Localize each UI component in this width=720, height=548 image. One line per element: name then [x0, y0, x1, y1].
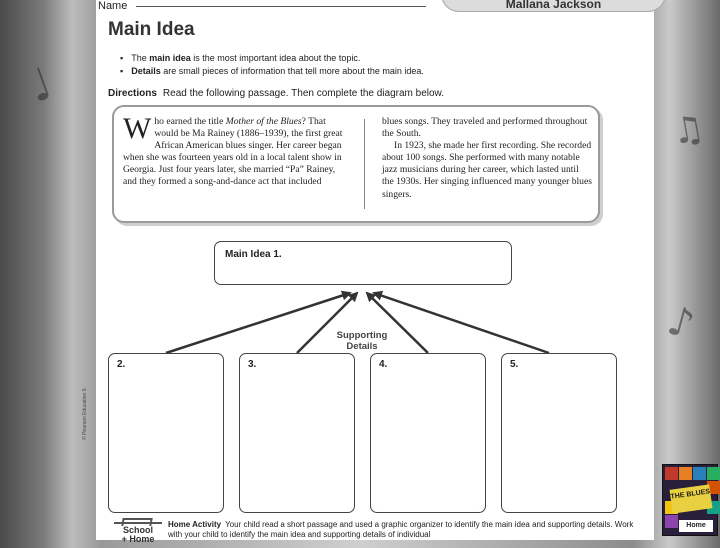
music-note-decoration: ♪ — [662, 297, 700, 349]
copyright-notice: © Pearson Education 5 — [82, 388, 88, 440]
arrow-2 — [166, 293, 350, 353]
student-name-tab: Mallana Jackson — [441, 0, 666, 12]
passage-right-column: blues songs. They traveled and performed throughout the South. In 1923, she made her first recording. She recorded about 100 songs. She performed with many notable jazz musicians during her career, which lasted until the 1930s. Her singing influenced many younger blues singers. — [382, 116, 592, 200]
passage-left-column: Who earned the title Mother of the Blues? That would be Ma Rainey (1886–1939), the first great African American blues singer. Her career began when she was fourteen years old in a local talent show in Georgia. Just four years later, she married “Pa” Rainey, and they formed a song-and-dance act that included — [123, 112, 343, 188]
home-activity-label: Home Activity — [168, 520, 222, 529]
school-home-logo — [114, 518, 162, 548]
drop-cap: W — [123, 112, 152, 145]
directions-label: Directions — [108, 88, 157, 99]
music-note-decoration: ♫ — [668, 107, 708, 154]
poster-tile — [665, 467, 678, 480]
arrow-5 — [374, 293, 549, 353]
poster-tile — [693, 467, 706, 480]
blues-poster-thumbnail — [662, 464, 718, 536]
poster-footer: Home — [679, 520, 713, 532]
name-label: Name — [98, 0, 128, 12]
poster-tile — [665, 515, 678, 528]
detail-box-2[interactable]: 2. — [108, 353, 224, 513]
school-home-text: School + Home — [114, 522, 162, 546]
worksheet-page — [82, 0, 654, 544]
poster-title: THE BLUES — [670, 484, 713, 513]
detail-box-5[interactable]: 5. — [501, 353, 617, 513]
home-activity — [168, 520, 638, 540]
detail-box-4[interactable]: 4. — [370, 353, 486, 513]
poster-tile — [679, 467, 692, 480]
definition-main-idea: ▪ The main idea is the most important idea about the topic. — [134, 52, 424, 65]
supporting-details-label: Supporting Details — [324, 330, 400, 352]
home-activity-text: Your child read a short passage and used a graphic organizer to identify the main idea and supporting details. Work with your child to identify the main idea and supporting details of individual — [168, 520, 634, 539]
detail-box-3[interactable]: 3. — [239, 353, 355, 513]
directions-text: Read the following passage. Then complete the diagram below. — [162, 88, 445, 99]
worksheet-title: Main Idea — [108, 19, 195, 40]
main-idea-box[interactable]: Main Idea 1. — [214, 241, 512, 285]
definition-details: ▪ Details are small pieces of information that tell more about the main idea. — [134, 65, 424, 78]
music-note-decoration: ♩ — [21, 57, 59, 114]
poster-tile — [707, 467, 720, 480]
